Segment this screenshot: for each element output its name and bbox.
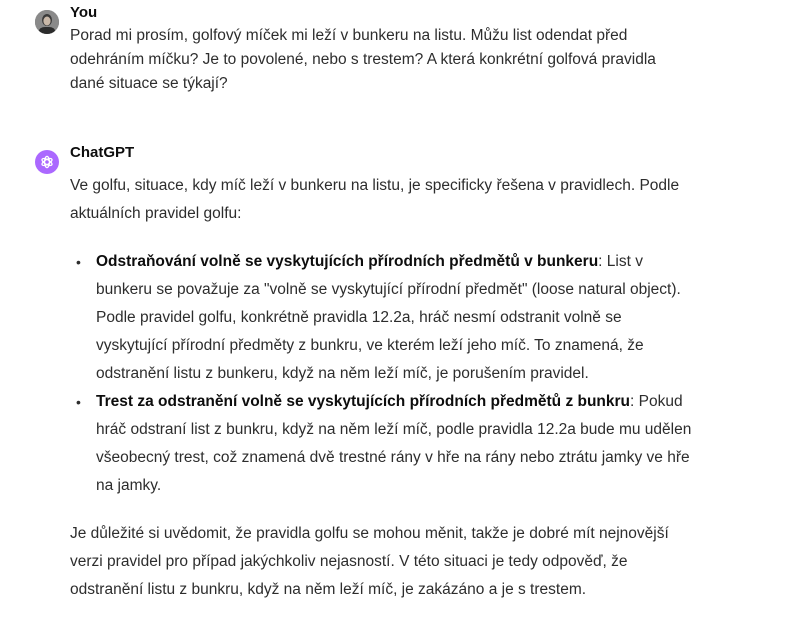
bullet-icon: • bbox=[76, 394, 81, 410]
list-item bbox=[76, 388, 695, 500]
bullet-list bbox=[70, 248, 695, 500]
message-text: Porad mi prosím, golfový míček mi leží v bunkeru na listu. Můžu list odendat před odehráním míčku? Je to povolené, nebo s trestem? A která konkrétní golfová pravidla dané situace se týkají? bbox=[70, 27, 656, 92]
closing-paragraph: Je důležité si uvědomit, že pravidla golfu se mohou měnit, takže je dobré mít nejnovější verzi pravidel pro případ jakýchkoliv nejasností. V této situaci je tedy odpověď, že odstranění listu z bunkru, když na něm leží míč, je zakázáno a je s trestem. bbox=[70, 525, 669, 598]
intro-paragraph: Ve golfu, situace, kdy míč leží v bunkeru na listu, je specificky řešena v pravidlech. Podle aktuálních pravidel golfu: bbox=[70, 177, 680, 222]
message-author: ChatGPT bbox=[70, 144, 135, 161]
message-text bbox=[70, 172, 695, 604]
list-item-title: Trest za odstranění volně se vyskytujících přírodních předmětů z bunkru bbox=[96, 393, 631, 410]
list-item-text: : Pokud hráč odstraní list z bunkru, když na něm leží míč, podle pravidla 12.2a bude mu udělen všeobecný trest, což znamená dvě trestné rány v hře na rány nebo ztrátu jamky ve hře na jamky. bbox=[96, 393, 692, 494]
bullet-icon: • bbox=[76, 254, 81, 270]
openai-logo-icon bbox=[35, 150, 59, 174]
user-avatar-icon bbox=[35, 10, 59, 34]
list-item-title: Odstraňování volně se vyskytujících přírodních předmětů v bunkeru bbox=[96, 253, 599, 270]
list-item bbox=[76, 248, 695, 388]
list-item-text: : List v bunkeru se považuje za "volně se vyskytující přírodní předmět" (loose natural object). Podle pravidel golfu, konkrétně pravidla 12.2a, hráč nesmí odstranit volně se vyskytující přírodní předměty z bunkru, ve kterém leží jeho míč. To znamená, že odstranění listu z bunkeru, když na něm leží míč, je porušením pravidel. bbox=[96, 253, 681, 382]
message-author: You bbox=[70, 4, 98, 21]
